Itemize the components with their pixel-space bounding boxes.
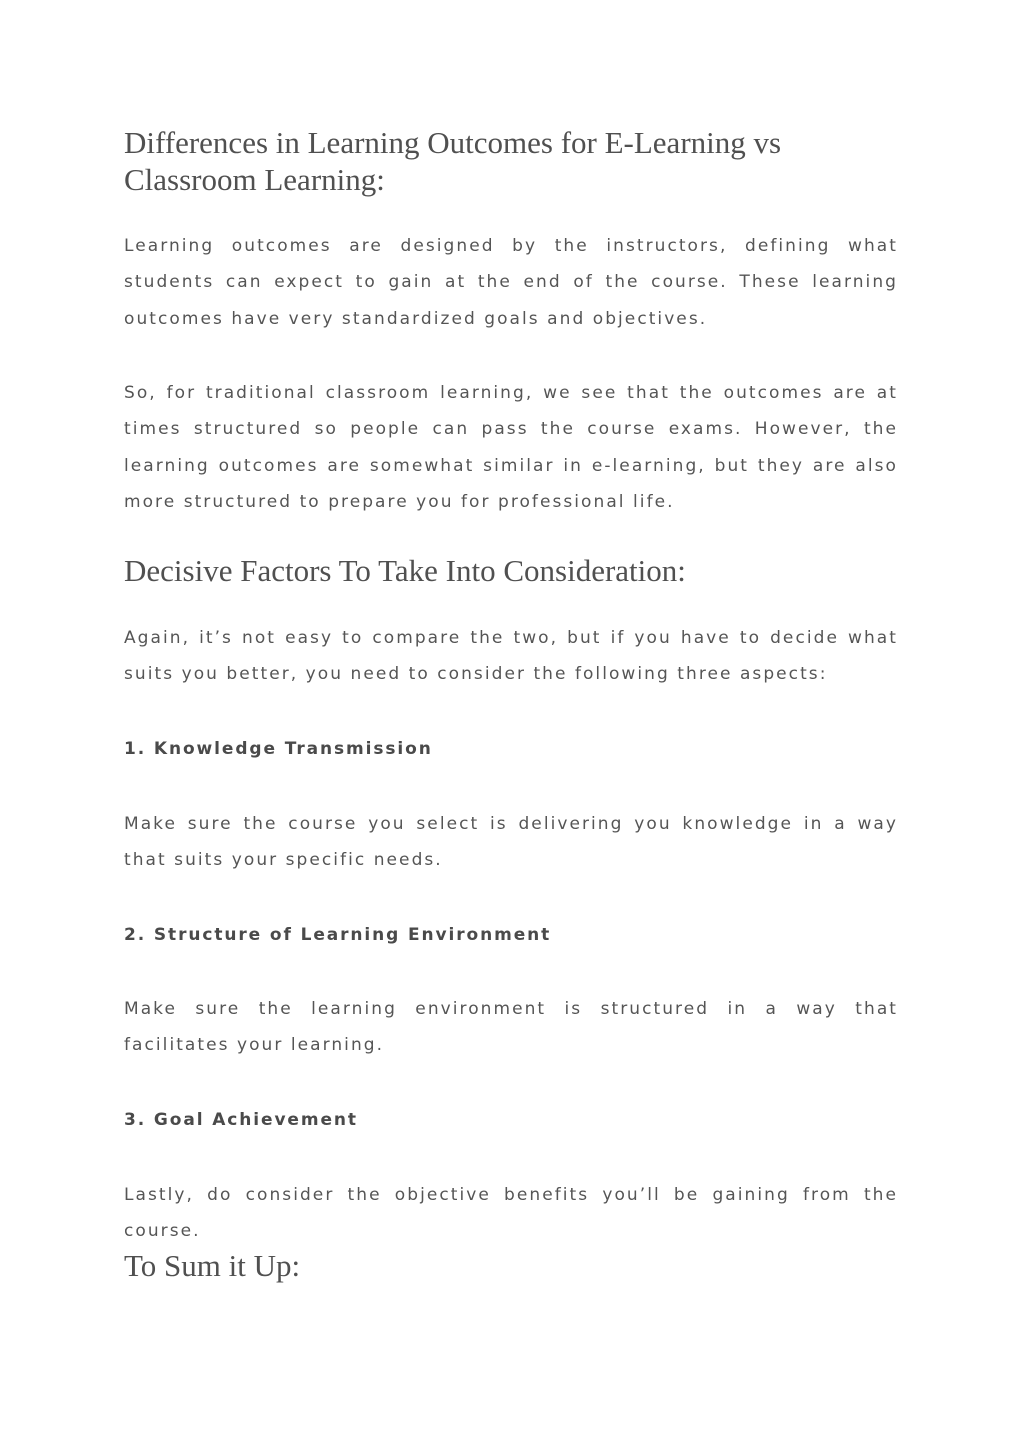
factor-title-knowledge-transmission: 1. Knowledge Transmission	[124, 739, 433, 759]
paragraph-outcomes-definition: Learning outcomes are designed by the instructors, defining what students can expect to gain at the end of the course. These learning outcomes have very standardized goals and objectives.	[124, 236, 898, 329]
factor-body-learning-environment: Make sure the learning environment is structured in a way that facilitates your learning.	[124, 999, 898, 1056]
factor-title-goal-achievement: 3. Goal Achievement	[124, 1110, 358, 1130]
heading-sum-it-up: To Sum it Up:	[124, 1248, 301, 1283]
heading-learning-outcomes: Differences in Learning Outcomes for E-Learning vs Classroom Learning:	[124, 125, 782, 197]
factor-body-knowledge-transmission: Make sure the course you select is delivering you knowledge in a way that suits your specific needs.	[124, 814, 898, 871]
paragraph-outcomes-comparison: So, for traditional classroom learning, we see that the outcomes are at times structured so people can pass the course exams. However, the learning outcomes are somewhat similar in e-learning, but they are also more structured to prepare you for professional life.	[124, 383, 898, 512]
factor-title-learning-environment: 2. Structure of Learning Environment	[124, 925, 552, 945]
paragraph-decisive-intro: Again, it’s not easy to compare the two, but if you have to decide what suits you better, you need to consider the following three aspects:	[124, 628, 898, 685]
factor-body-goal-achievement: Lastly, do consider the objective benefits you’ll be gaining from the course.	[124, 1185, 898, 1242]
heading-decisive-factors: Decisive Factors To Take Into Consideration:	[124, 553, 686, 588]
